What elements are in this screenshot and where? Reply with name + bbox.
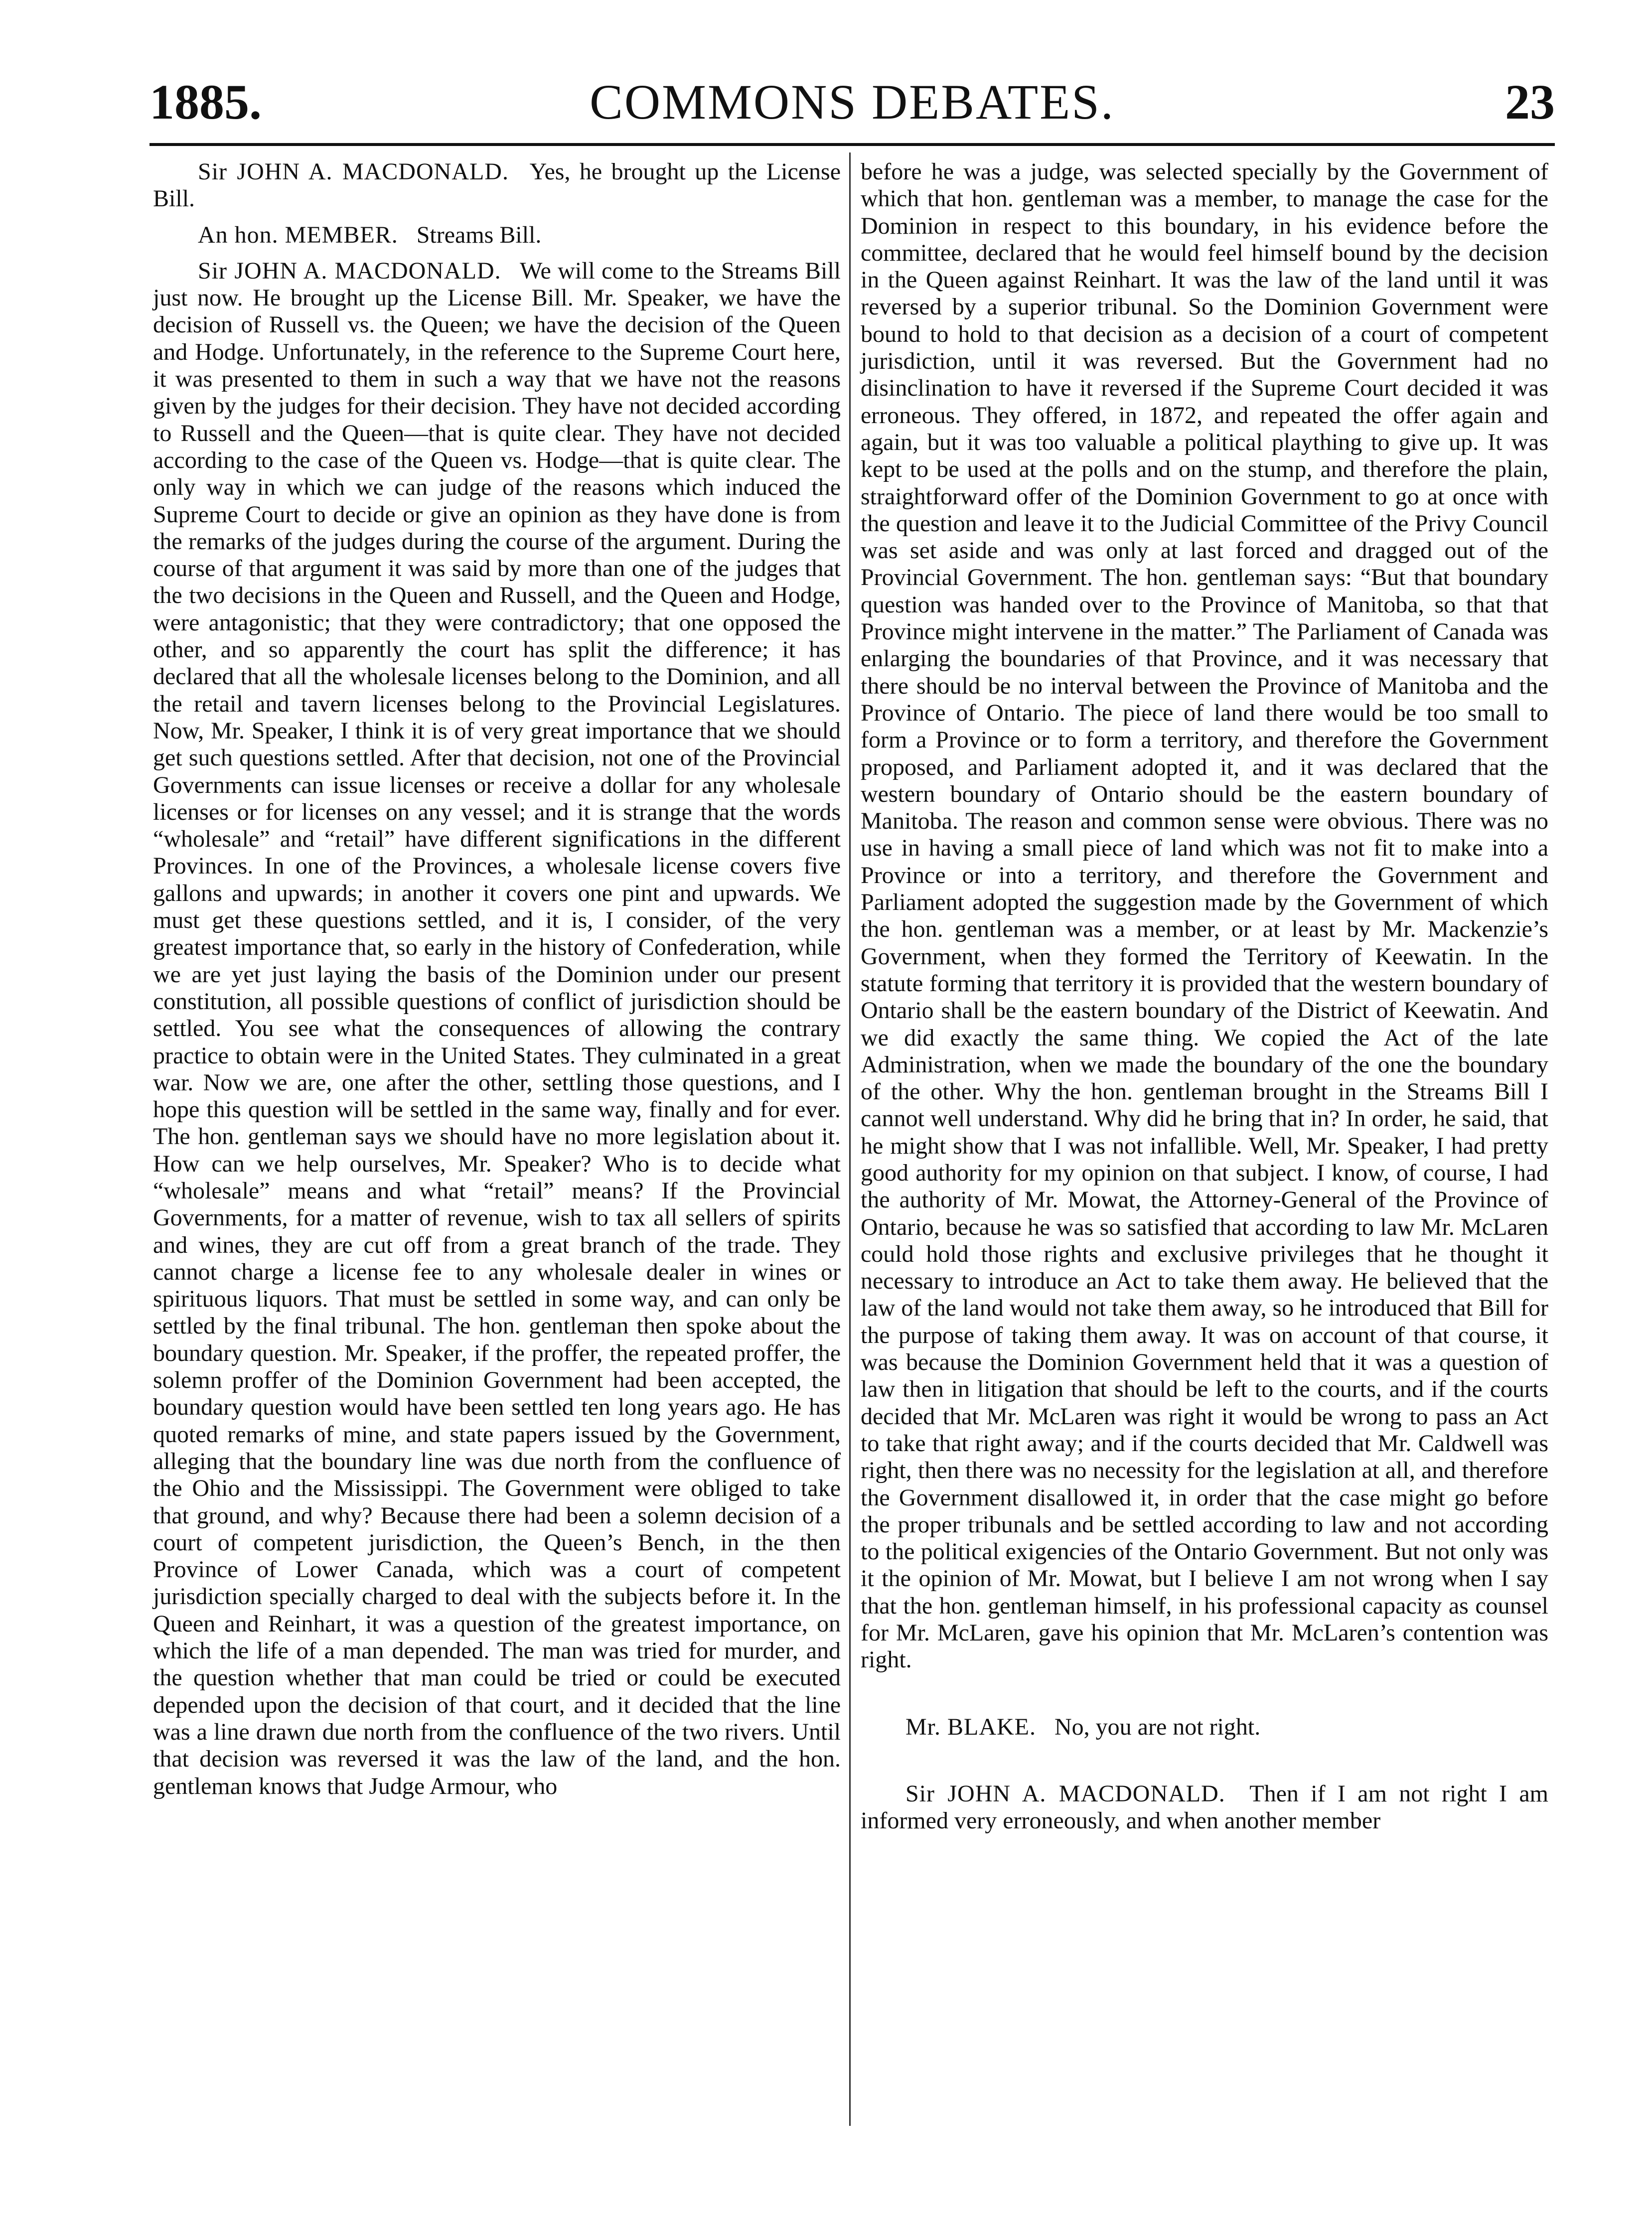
speech-paragraph [153,222,841,249]
speech-text: before he was a judge, was selected specially by the Government of which that hon. gentleman was a member, to manage the case for the Dominion in respect to this boundary, in his evidence before the committee, declared that he would feel himself bound by the decision in the Queen against Reinhart. It was the law of the land until it was reversed by a superior tribunal. So the Dominion Government were bound to hold to that decision as a decision of a court of competent jurisdiction, until it was reversed. But the Government had no disinclination to have it reversed if the Supreme Court decided it was erroneous. They offered, in 1872, and repeated the offer again and again, but it was too valuable a political plaything to give up. It was kept to be used at the polls and on the stump, and therefore the plain, straightforward offer of the Dominion Government to go at once with the question and leave it to the Judicial Committee of the Privy Council was set aside and was only at last forced and dragged out of the Provincial Government. The hon. gentleman says: “But that boundary question was handed over to the Province of Manitoba, so that that Province might intervene in the matter.” The Parliament of Canada was enlarging the boundaries of that Province, and it was necessary that there should be no interval between the Province of Manitoba and the Province of Ontario. The piece of land there would be too small to form a Province or to form a territory, and therefore the Government proposed, and Parliament adopted it, and it was declared that the western boundary of Ontario should be the eastern boundary of Manitoba. The reason and common sense were obvious. There was no use in having a small piece of land which was not fit to make into a Province or into a territory, and therefore the Government and Parliament adopted the suggestion made by the Government of which the hon. gentleman was a member, or at least by Mr. Mackenzie’s Government, when they formed the Territory of Keewatin. In the statute forming that territory it is provided that the western boundary of Ontario shall be the eastern boundary of the District of Keewatin. And we did exactly the same thing. We copied the Act of the late Administration, when we made the boundary of the one the boundary of the other. Why the hon. gentleman brought in the Streams Bill I cannot well understand. Why did he bring that in? In order, he said, that he might show that I was not infallible. Well, Mr. Speaker, I had pretty good authority for my opinion on that subject. I know, of course, I had the authority of Mr. Mowat, the Attorney-General of the Province of Ontario, because he was so satisfied that according to law Mr. McLaren could hold those rights and exclusive privileges that he thought it necessary to introduce an Act to take them away. He believed that the law of the land would not take them away, so he introduced that Bill for the purpose of taking them away. It was on account of that course, it was because the Dominion Government held that it was a question of law then in litigation that should be left to the courts, and if the courts decided that Mr. McLaren was right it would be wrong to pass an Act to take that right away; and if the courts decided that Mr. Caldwell was right, then there was no necessity for the legislation at all, and therefore the Government disallowed it, in order that the case might go before the proper tribunals and be settled according to law and not according to the political exigencies of the Ontario Government. But not only was it the opinion of Mr. Mowat, but I believe I am not wrong when I say that the hon. gentleman himself, in his professional capacity as counsel for Mr. McLaren, gave his opinion that Mr. McLaren’s contention was right. [861,158,1548,1673]
speech-text: Then if I am not right I am informed very erroneously, and when another member [861,1780,1549,1834]
header-title: COMMONS DEBATES. [590,74,1115,130]
speech-paragraph [861,1781,1548,1835]
right-column [861,158,1548,1835]
header-page-number: 23 [1505,74,1555,130]
speaker-name: Mr. BLAKE. [905,1713,1049,1740]
speech-text: Yes, he brought up the License Bill. [153,158,841,212]
speaker-name: Sir JOHN A. MACDONALD. [198,257,514,284]
header-rule [150,143,1555,146]
column-divider [849,152,851,2126]
speaker-name: Sir JOHN A. MACDONALD. [905,1780,1238,1807]
speech-paragraph [861,1714,1548,1741]
speech-text: We will come to the Streams Bill just now. He brought up the License Bill. Mr. Speaker, we have the decision of Russell vs. the Queen; we have the decision of the Queen and Hodge. Unfortunately, in the reference to the Supreme Court here, it was presented to them in such a way that we have not the reasons given by the judges for their decision. They have not decided according to Russell and the Queen—that is quite clear. They have not decided according to the case of the Queen vs. Hodge—that is quite clear. The only way in which we can judge of the reasons which induced the Supreme Court to decide or give an opinion as they have done is from the remarks of the judges during the course of the argument. During the course of that argument it was said by more than one of the judges that the two decisions in the Queen and Russell, and the Queen and Hodge, were antagonistic; that they were contradictory; that one opposed the other, and so apparently the court has split the difference; it has declared that all the wholesale licenses belong to the Dominion, and all the retail and tavern licenses belong to the Provincial Legislatures. Now, Mr. Speaker, I think it is of very great importance that we should get such questions settled. After that decision, not one of the Provincial Governments can issue licenses or receive a dollar for any wholesale licenses or for licenses on any vessel; and it is strange that the words “wholesale” and “retail” have different significations in the different Provinces. In one of the Provinces, a wholesale license covers five gallons and upwards; in another it covers one pint and upwards. We must get these questions settled, and it is, I consider, of the very greatest importance that, so early in the history of Confederation, while we are yet just laying the basis of the Dominion under our present constitution, all possible questions of conflict of jurisdiction should be settled. You see what the consequences of allowing the contrary practice to obtain were in the United States. They culminated in a great war. Now we are, one after the other, settling those questions, and I hope this question will be settled in the same way, finally and for ever. The hon. gentleman says we should have no more legislation about it. How can we help ourselves, Mr. Speaker? Who is to decide what “wholesale” means and what “retail” means? If the Provincial Governments, for a matter of revenue, wish to tax all sellers of spirits and wines, they are cut off from a great branch of the trade. They cannot charge a license fee to any wholesale dealer in wines or spirituous liquors. That must be settled in some way, and can only be settled by the final tribunal. The hon. gentleman then spoke about the boundary question. Mr. Speaker, if the proffer, the repeated proffer, the solemn proffer of the Dominion Government had been accepted, the boundary question would have been settled ten long years ago. He has quoted remarks of mine, and state papers issued by the Government, alleging that the boundary line was due north from the confluence of the Ohio and the Mississippi. The Government were obliged to take that ground, and why? Because there had been a solemn decision of a court of competent jurisdiction, the Queen’s Bench, in the then Province of Lower Canada, which was a court of competent jurisdiction specially charged to deal with the subjects before it. In the Queen and Reinhart, it was a question of the greatest importance, on which the life of a man depended. The man was tried for murder, and the question whether that man could be tried or could be executed depended upon the decision of that court, and it decided that the line was a line drawn due north from the confluence of the two rivers. Until that decision was reversed it was the law of the land, and the hon. gentleman knows that Judge Armour, who [153,257,841,1799]
speech-paragraph [153,258,841,1800]
speaker-name: Sir JOHN A. MACDONALD. [198,158,521,185]
speech-text: No, you are not right. [1054,1713,1261,1740]
header-year: 1885. [150,74,262,130]
left-column [153,158,841,1800]
speech-paragraph [153,158,841,213]
speech-continuation [861,158,1548,1674]
speech-text: Streams Bill. [416,221,542,248]
page-header [150,70,1555,135]
speaker-name: An hon. MEMBER. [198,221,411,248]
